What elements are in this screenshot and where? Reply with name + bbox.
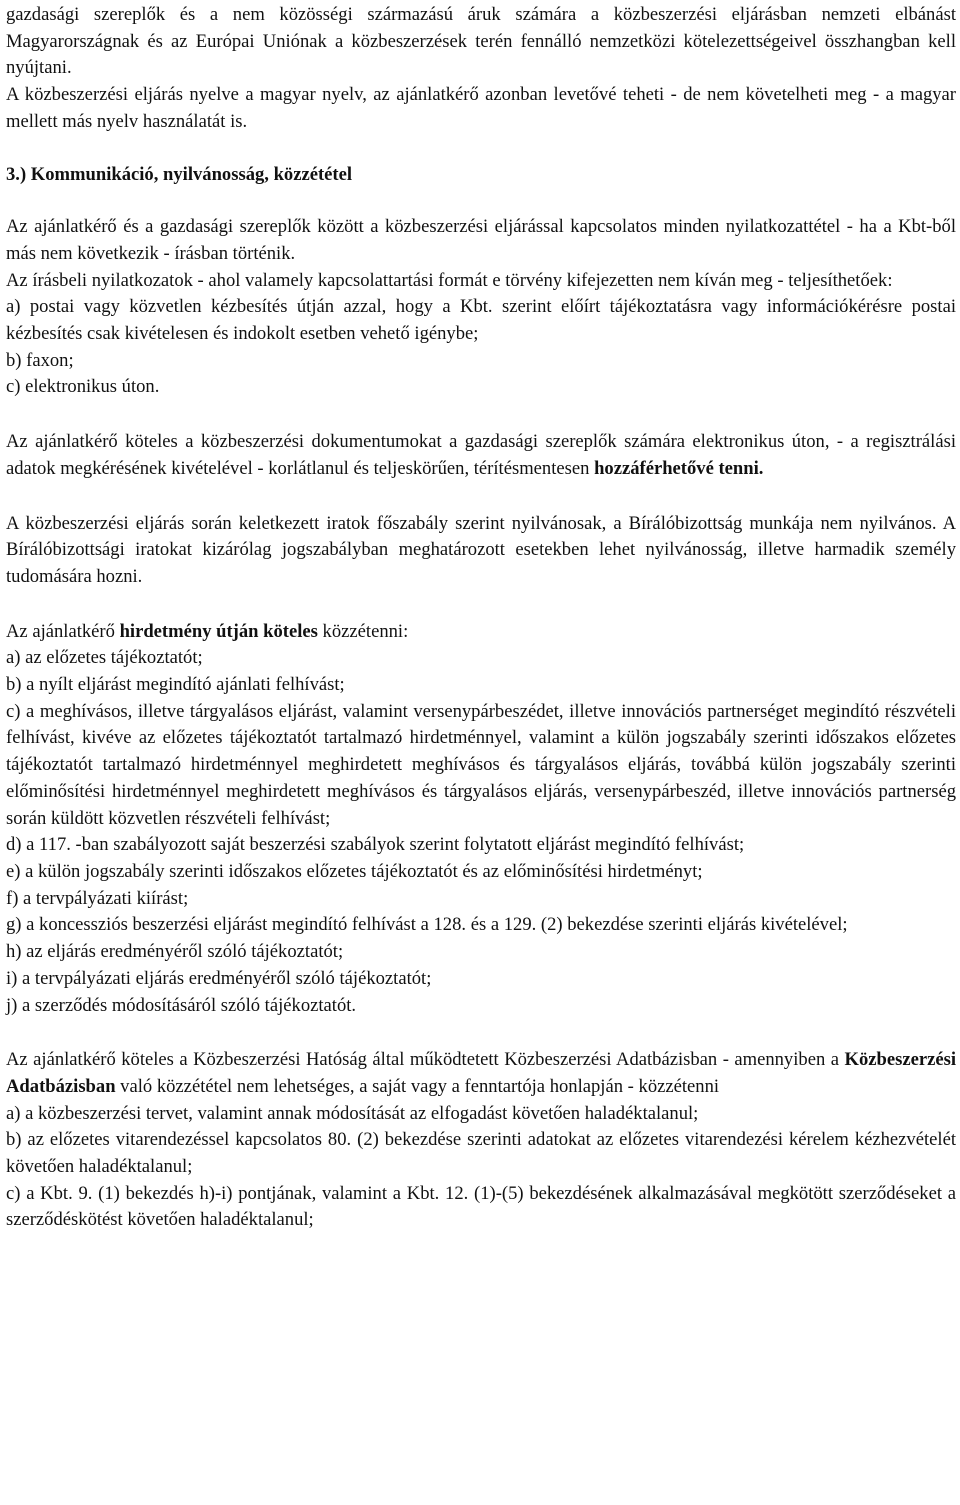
text-run: Az ajánlatkérő köteles a Közbeszerzési Hatóság által működtetett Közbeszerzési Adatbázisban - amennyiben a [6, 1049, 845, 1071]
paragraph-procedure-language: A közbeszerzési eljárás nyelve a magyar nyelv, az ajánlatkérő azonban levetővé teheti - de nem követelheti meg - a magyar mellett más nyelv használatát is. [6, 84, 956, 132]
paragraph-national-treatment: gazdasági szereplők és a nem közösségi származású áruk számára a közbeszerzési eljárásban nemzeti elbánást Magyarországnak és az Európai Uniónak a közbeszerzések terén fennálló nemzetközi kötelezettségeivel összhangban kell nyújtani. [6, 4, 956, 79]
list-item: a) a közbeszerzési tervet, valamint annak módosítását az elfogadást követően haladéktalanul; [6, 1102, 699, 1124]
list-item: b) a nyílt eljárást megindító ajánlati felhívást; [6, 674, 345, 696]
list-item: b) faxon; [6, 349, 74, 371]
list-item: j) a szerződés módosításáról szóló tájékoztatót. [6, 994, 357, 1016]
list-item: f) a tervpályázati kiírást; [6, 887, 189, 909]
paragraph-electronic-access [6, 429, 956, 482]
bold-text-run: Közbeszerzési Adatbázisban [6, 1049, 956, 1097]
text-run: való közzététel nem lehetséges, a saját vagy a fenntartója honlapján - közzétenni [115, 1075, 720, 1097]
text-run: Az ajánlatkérő köteles a közbeszerzési dokumentumokat a gazdasági szereplők számára elektronikus úton, - a regisztrálási adatok megkérésének kivételével - korlátlanul és teljeskörűen, térítésmentesen [6, 431, 956, 479]
list-item: c) a Kbt. 9. (1) bekezdés h)-i) pontjának, valamint a Kbt. 12. (1)-(5) bekezdésének alkalmazásával megkötött szerződéseket a szerződéskötést követően haladéktalanul; [6, 1182, 956, 1231]
bold-text-run: hozzáférhetővé tenni. [594, 457, 764, 479]
list-item: a) postai vagy közvetlen kézbesítés útján azzal, hogy a Kbt. szerint előírt tájékoztatásra vagy információkérésre postai kézbesítés csak kivételesen és indokolt esetben vehető igénybe; [6, 296, 956, 345]
list-item: g) a koncessziós beszerzési eljárást megindító felhívást a 128. és a 129. (2) bekezdése szerinti eljárás kivételével; [6, 914, 848, 936]
paragraph-written-forms: Az írásbeli nyilatkozatok - ahol valamely kapcsolattartási formát e törvény kifejezetten nem kíván meg - teljesíthetőek: [6, 269, 893, 291]
list-item: b) az előzetes vitarendezéssel kapcsolatos 80. (2) bekezdése szerinti adatokat az előzetes vitarendezési kérelem kézhezvételét követően haladéktalanul; [6, 1129, 956, 1178]
list-item: h) az eljárás eredményéről szóló tájékoztatót; [6, 941, 344, 963]
paragraph-written-statements: Az ajánlatkérő és a gazdasági szereplők között a közbeszerzési eljárással kapcsolatos minden nyilatkozattétel - ha a Kbt-ből más nem következik - írásban történik. [6, 216, 956, 264]
paragraph-notice-obligation [6, 619, 956, 646]
text-run: közzétenni: [317, 620, 409, 642]
paragraph-database-obligation [6, 1047, 956, 1100]
section-heading-communication: 3.) Kommunikáció, nyilvánosság, közzététel [6, 163, 353, 185]
list-item: a) az előzetes tájékoztatót; [6, 647, 203, 669]
list-item: c) a meghívásos, illetve tárgyalásos eljárást, valamint versenypárbeszédet, illetve innovációs partnerséget megindító részvételi felhívást, kivéve az előzetes tájékoztatót tartalmazó hirdetménnyel, valamint a külön jogszabály szerinti időszakos előzetes tájékoztatót tartalmazó hirdetménnyel meghirdetett meghívásos és tárgyalásos eljárás, továbbá külön jogszabály szerinti előminősítési hirdetménnyel meghirdetett meghívásos és tárgyalásos eljárás, versenypárbeszéd, illetve innovációs partnerség során küldött közvetlen részvételi felhívást; [6, 700, 956, 829]
list-item: e) a külön jogszabály szerinti időszakos előzetes tájékoztatót és az előminősítési hirdetményt; [6, 860, 703, 882]
list-item: c) elektronikus úton. [6, 376, 160, 398]
list-item: d) a 117. -ban szabályozott saját beszerzési szabályok szerint folytatott eljárást megindító felhívást; [6, 834, 745, 856]
bold-text-run: hirdetmény útján köteles [119, 620, 318, 642]
list-item: i) a tervpályázati eljárás eredményéről szóló tájékoztatót; [6, 967, 432, 989]
paragraph-publicity: A közbeszerzési eljárás során keletkezett iratok főszabály szerint nyilvánosak, a Bírálóbizottság munkája nem nyilvános. A Bírálóbizottsági iratokat kizárólag jogszabályban meghatározott esetekben lehet nyilvánosság, illetve harmadik személy tudomására hozni. [6, 512, 956, 587]
text-run: Az ajánlatkérő [6, 620, 120, 642]
